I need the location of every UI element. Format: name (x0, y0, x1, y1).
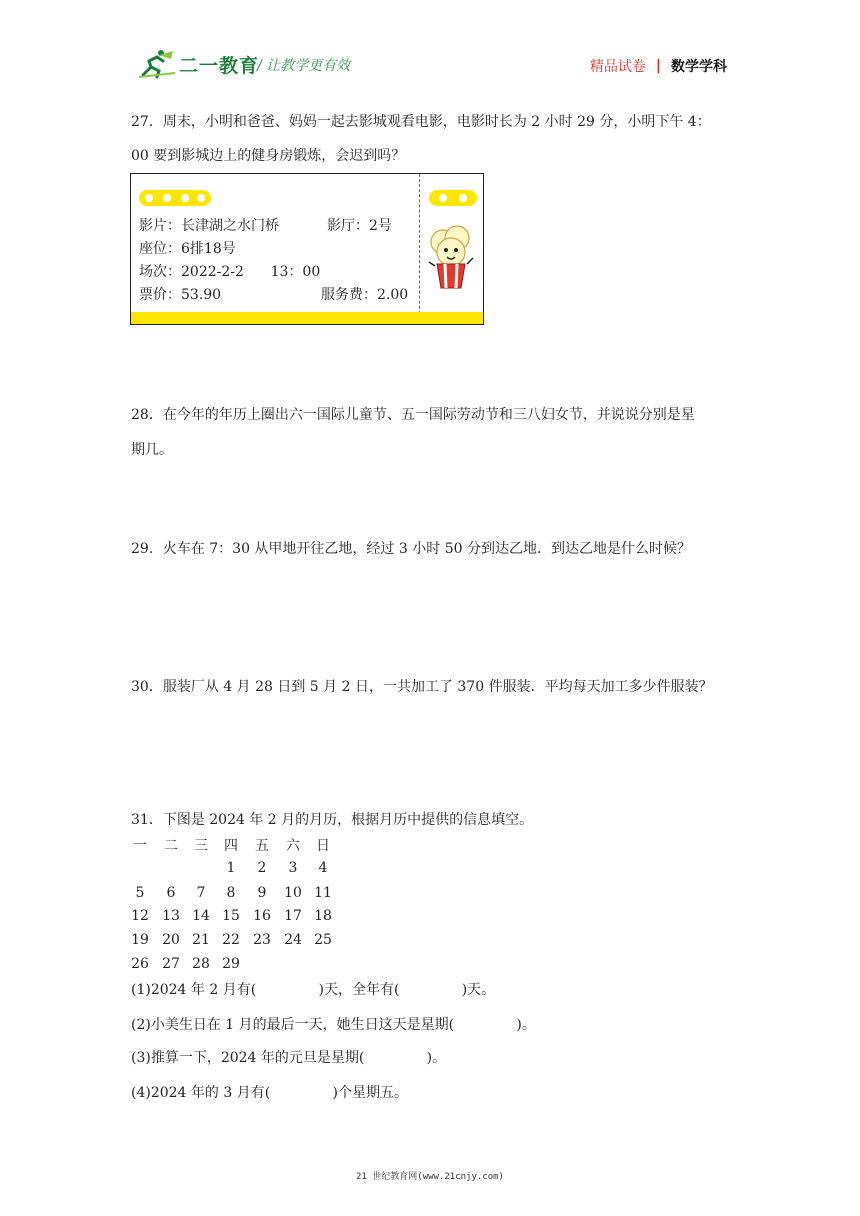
calendar-day: 18 (314, 908, 332, 924)
calendar-day: 3 (288, 860, 298, 876)
calendar-weekday: 六 (286, 838, 300, 854)
premium-label: 精品试卷 (589, 59, 646, 75)
calendar-day: 4 (318, 860, 328, 876)
header-right (590, 56, 727, 76)
q30-line1: 30．服装厂从 4 月 28 日到 5 月 2 日，一共加工了 370 件服装．平均每天加工多少件服装？ (131, 679, 713, 695)
q31-sub3: (3)推算一下，2024 年的元旦是星期( )。 (131, 1050, 447, 1066)
calendar-weekday: 二 (164, 838, 178, 854)
ticket-session: 场次：2022-2-2 13：00 (139, 264, 321, 280)
calendar-day: 12 (131, 908, 149, 924)
calendar-day: 29 (222, 956, 240, 972)
calendar-day: 7 (196, 885, 206, 901)
ticket-seat: 座位：6排18号 (139, 241, 236, 257)
q31-sub2: (2)小美生日在 1 月的最后一天，她生日这天是星期( )。 (131, 1017, 536, 1033)
calendar-weekday: 一 (133, 838, 147, 854)
q28-line1: 28．在今年的年历上圈出六一国际儿童节、五一国际劳动节和三八妇女节，并说说分别是星 (131, 407, 695, 423)
subject-label: 数学学科 (671, 59, 727, 75)
calendar-weekday: 三 (194, 838, 208, 854)
calendar-day: 11 (314, 885, 332, 901)
calendar-day: 14 (192, 908, 210, 924)
calendar-day: 6 (166, 885, 176, 901)
calendar-day: 13 (162, 908, 180, 924)
calendar-day: 25 (314, 932, 332, 948)
popcorn-icon (421, 222, 481, 294)
calendar-day: 1 (226, 860, 236, 876)
ticket-tag-right (429, 190, 477, 206)
runner-icon (137, 49, 177, 79)
calendar-day: 23 (253, 932, 271, 948)
calendar-day: 26 (131, 956, 149, 972)
footer: 21 世纪教育网(www.21cnjy.com) (356, 1172, 504, 1182)
calendar-weekday: 日 (316, 838, 330, 854)
brand-logo (137, 48, 259, 80)
calendar-day: 15 (222, 908, 240, 924)
calendar-weekday: 五 (255, 838, 269, 854)
calendar-day: 17 (284, 908, 302, 924)
ticket-fee: 服务费：2.00 (321, 287, 409, 303)
logo-text: 二一教育 (179, 54, 260, 77)
calendar-day: 5 (135, 885, 145, 901)
ticket-tag-left (139, 190, 211, 206)
slogan: / 让教学更有效 (257, 58, 351, 74)
calendar-day: 24 (284, 932, 302, 948)
calendar-day: 2 (257, 860, 267, 876)
ticket-perforation (419, 174, 420, 324)
calendar-day: 16 (253, 908, 271, 924)
calendar-day: 20 (162, 932, 180, 948)
q28-line2: 期几。 (131, 442, 173, 458)
calendar-day: 10 (284, 885, 302, 901)
movie-ticket (130, 173, 484, 325)
q29-line1: 29．火车在 7：30 从甲地开往乙地，经过 3 小时 50 分到达乙地．到达乙地是什么时候？ (131, 541, 691, 557)
header-separator: | (655, 58, 661, 74)
ticket-strip (131, 312, 483, 324)
calendar-day: 22 (222, 932, 240, 948)
q31-sub1: (1)2024 年 2 月有( )天，全年有( )天。 (131, 982, 496, 998)
calendar-weekday: 四 (224, 838, 238, 854)
calendar-day: 21 (192, 932, 210, 948)
q27-line1: 27．周末，小明和爸爸、妈妈一起去影城观看电影，电影时长为 2 小时 29 分，小明下午 4： (131, 114, 711, 130)
ticket-hall: 影厅：2号 (327, 218, 392, 234)
ticket-movie: 影片：长津湖之水门桥 (139, 218, 279, 234)
ticket-price: 票价：53.90 (139, 287, 222, 303)
calendar-day: 28 (192, 956, 210, 972)
calendar-day: 9 (257, 885, 267, 901)
calendar-day: 27 (162, 956, 180, 972)
q31-sub4: (4)2024 年的 3 月有( )个星期五。 (131, 1085, 408, 1101)
calendar-day: 8 (226, 885, 236, 901)
q31-line1: 31．下图是 2024 年 2 月的月历，根据月历中提供的信息填空。 (131, 812, 534, 828)
q27-line2: 00 要到影城边上的健身房锻炼，会迟到吗？ (131, 148, 406, 164)
calendar-day: 19 (131, 932, 149, 948)
